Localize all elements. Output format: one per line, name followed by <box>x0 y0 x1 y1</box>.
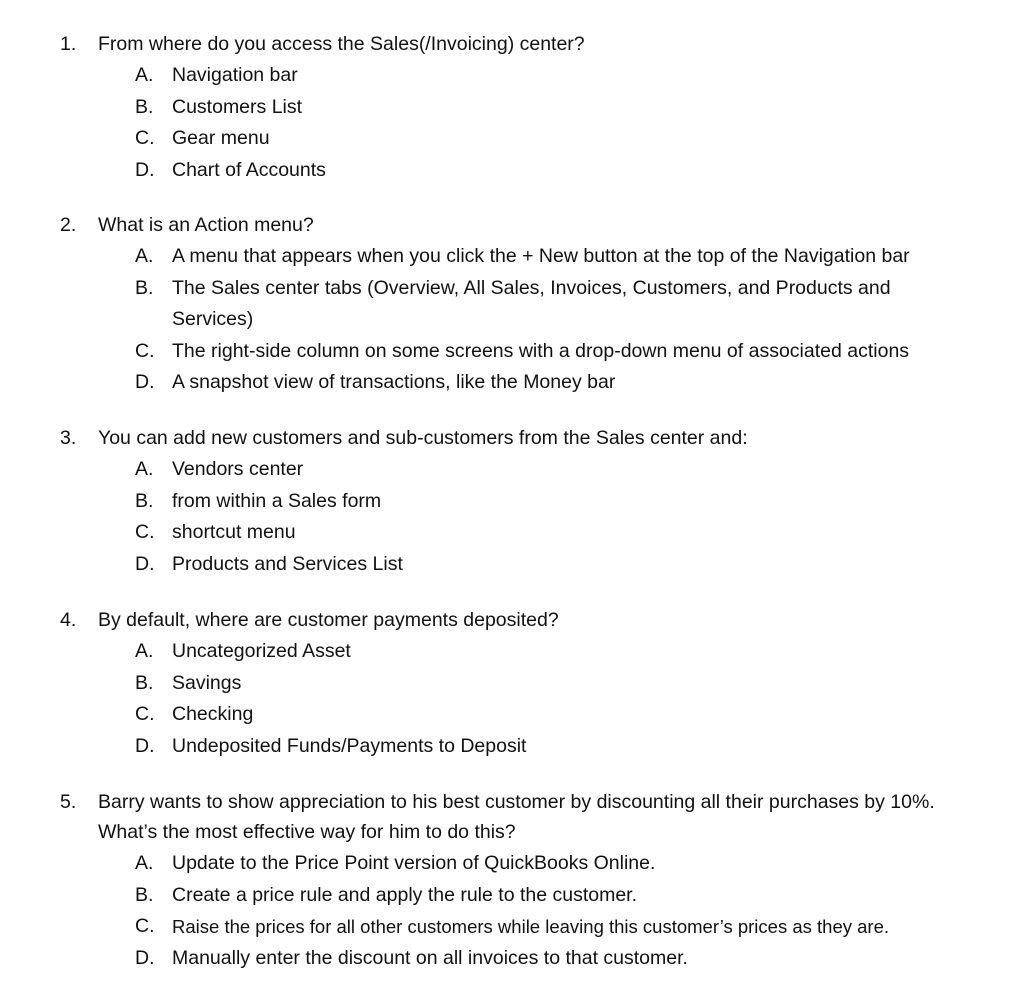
question-number: 5. <box>60 791 77 813</box>
answer-option <box>0 943 1024 975</box>
option-text: Raise the prices for all other customers while leaving this customer’s prices as they are. <box>172 916 890 937</box>
option-text: A menu that appears when you click the + New button at the top of the Navigation bar <box>172 245 910 267</box>
answer-option <box>0 731 1024 763</box>
option-text: from within a Sales form <box>172 489 382 512</box>
option-letter: A. <box>135 64 154 86</box>
answer-options <box>0 848 1024 974</box>
question-stem <box>0 605 1024 636</box>
option-text: Update to the Price Point version of QuickBooks Online. <box>172 852 656 874</box>
answer-option <box>0 155 1024 187</box>
answer-option <box>0 880 1024 912</box>
question-number: 4. <box>60 609 77 631</box>
question-text: You can add new customers and sub-customers from the Sales center and: <box>98 427 748 449</box>
question-number: 1. <box>60 33 77 55</box>
question-text: From where do you access the Sales(/Invoicing) center? <box>98 33 585 55</box>
answer-option <box>0 454 1024 486</box>
answer-option <box>0 549 1024 581</box>
option-letter: A. <box>135 245 154 267</box>
answer-options <box>0 636 1024 762</box>
option-text: Gear menu <box>172 127 270 149</box>
answer-option <box>0 699 1024 731</box>
question-stem <box>0 423 1024 454</box>
answer-option <box>0 241 1024 273</box>
option-letter: C. <box>135 127 155 149</box>
option-text: Manually enter the discount on all invoices to that customer. <box>172 946 688 969</box>
answer-option <box>0 517 1024 549</box>
option-letter: C. <box>135 521 155 543</box>
question-4 <box>0 605 1024 762</box>
option-letter: A. <box>135 640 154 662</box>
answer-option <box>0 273 1024 336</box>
option-letter: B. <box>135 489 154 512</box>
option-text: Create a price rule and apply the rule to the customer. <box>172 883 638 906</box>
option-letter: D. <box>135 946 155 969</box>
option-text: A snapshot view of transactions, like the Money bar <box>172 371 616 393</box>
option-letter: B. <box>135 883 154 906</box>
question-3 <box>0 423 1024 580</box>
answer-options <box>0 60 1024 186</box>
answer-option <box>0 123 1024 155</box>
option-letter: B. <box>135 671 154 694</box>
answer-option <box>0 911 1024 943</box>
option-text: Checking <box>172 703 254 725</box>
answer-option <box>0 367 1024 399</box>
answer-option <box>0 486 1024 518</box>
option-letter: C. <box>135 339 155 362</box>
option-letter: A. <box>135 458 154 480</box>
question-number: 2. <box>60 214 77 236</box>
option-letter: B. <box>135 276 154 299</box>
option-letter: D. <box>135 371 155 393</box>
option-text: The right-side column on some screens with a drop-down menu of associated actions <box>172 339 910 362</box>
option-letter: C. <box>135 703 155 725</box>
question-stem <box>0 787 1024 848</box>
answer-options <box>0 241 1024 399</box>
option-letter: A. <box>135 852 154 874</box>
answer-option <box>0 60 1024 92</box>
question-text: What is an Action menu? <box>98 214 314 236</box>
option-letter: D. <box>135 734 155 757</box>
answer-option <box>0 92 1024 124</box>
answer-option <box>0 636 1024 668</box>
option-text: Customers List <box>172 95 303 118</box>
option-text: Navigation bar <box>172 64 298 86</box>
option-letter: D. <box>135 552 155 575</box>
option-letter: B. <box>135 95 154 118</box>
option-text: Chart of Accounts <box>172 158 326 181</box>
option-text: Vendors center <box>172 458 304 480</box>
question-text: Barry wants to show appreciation to his best customer by discounting all their purchases by 10%. What’s the most effective way for him to do this? <box>98 791 935 843</box>
option-text: Uncategorized Asset <box>172 640 351 662</box>
question-2 <box>0 210 1024 399</box>
answer-option <box>0 336 1024 368</box>
option-text: Savings <box>172 671 242 694</box>
question-stem <box>0 210 1024 241</box>
answer-options <box>0 454 1024 580</box>
answer-option <box>0 848 1024 880</box>
option-text: Undeposited Funds/Payments to Deposit <box>172 734 527 757</box>
option-text: shortcut menu <box>172 521 296 543</box>
question-5 <box>0 787 1024 974</box>
answer-option <box>0 668 1024 700</box>
option-letter: C. <box>135 915 155 937</box>
option-text: Products and Services List <box>172 552 403 575</box>
question-stem <box>0 29 1024 60</box>
option-text: The Sales center tabs (Overview, All Sales, Invoices, Customers, and Products and Services) <box>172 276 891 330</box>
question-1 <box>0 29 1024 186</box>
option-letter: D. <box>135 158 155 181</box>
question-text: By default, where are customer payments deposited? <box>98 609 559 631</box>
question-number: 3. <box>60 427 77 449</box>
